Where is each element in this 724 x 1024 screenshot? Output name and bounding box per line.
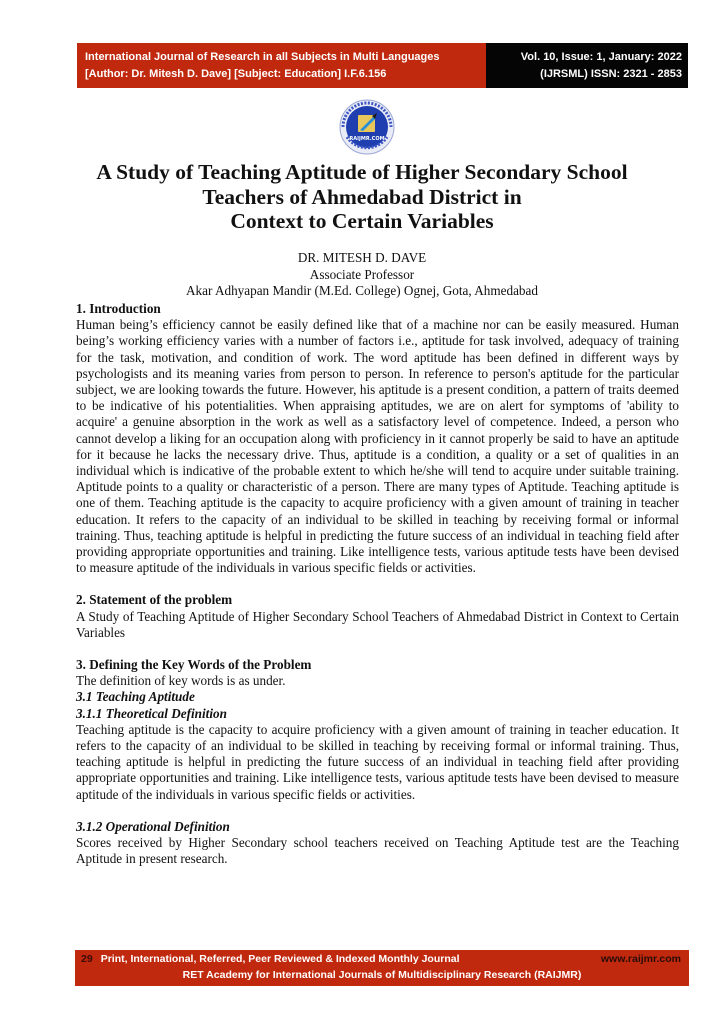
section-heading-introduction: 1. Introduction (76, 301, 161, 316)
author-block (60, 250, 664, 300)
section-heading-key-words: 3. Defining the Key Words of the Problem (76, 657, 312, 673)
subsection-heading-operational-definition: 3.1.2 Operational Definition (76, 818, 230, 834)
journal-header-right (486, 43, 688, 88)
volume-issue: Vol. 10, Issue: 1, January: 2022 (520, 51, 682, 63)
title-line: A Study of Teaching Aptitude of Higher Secondary School (96, 160, 628, 184)
subsection-heading-theoretical-definition: 3.1.1 Theoretical Definition (76, 705, 227, 721)
subsection-heading-teaching-aptitude: 3.1 Teaching Aptitude (76, 689, 195, 705)
journal-name: International Journal of Research in all Subjects in Multi Languages (85, 51, 440, 63)
journal-header-left (77, 43, 486, 88)
journal-header (77, 43, 688, 88)
author-name: DR. MITESH D. DAVE (297, 250, 427, 265)
paper-body (76, 301, 679, 868)
publisher-name: RET Academy for International Journals of Multidisciplinary Research (RAIJMR) (182, 969, 582, 981)
author-subject-line: [Author: Dr. Mitesh D. Dave] [Subject: Education] I.F.6.156 (85, 68, 387, 80)
introduction-paragraph: Human being’s efficiency cannot be easily defined like that of a machine nor can be easily measured. Human being’s working efficiency varies with a number of factors i.e., aptitude for task involved, adequacy of training for the task, motivation, and condition of work. The word aptitude has been defined in different ways by psychologists and its meaning varies from person to person. In reference to person's aptitude for the particular subject, we are looking towards the future. However, his aptitude is a present condition, a pattern of traits deemed to be indicative of his potentialities. When appraising aptitudes, we are on alert for symptoms of 'ability to acquire' a genuine absorption in the work as well as a satisfactory level of competence. Indeed, a person who cannot develop a liking for an occupation along with proficiency in it cannot properly be said to have an aptitude for it because he lacks the necessary drive. Thus, aptitude is a condition, a quality or a set of qualities in an individual which is indicative of the probable extent to which he/she will tend to acquire under suitable training. Aptitude points to a quality or characteristic of a person. There are many types of Aptitude. Teaching aptitude is one of them. Teaching aptitude is the capacity to acquire proficiency with a given amount of training in teacher education. It refers to the capacity of an individual to be skilled in teaching by receiving formal or informal training. Thus, teaching aptitude is helpful in predicting the future success of an individual in teaching field after providing appropriate opportunities and training. Like intelligence tests, various aptitude tests have been devised to measure aptitude of the individuals in various specific fields or activities. (76, 317, 679, 576)
operational-definition-paragraph: Scores received by Higher Secondary school teachers received on Teaching Aptitude test are the Teaching Aptitude in present research. (76, 835, 679, 867)
section-heading-statement: 2. Statement of the problem (76, 592, 233, 608)
raijmr-seal-logo-icon (339, 99, 395, 155)
title-line: Context to Certain Variables (230, 209, 494, 233)
author-affiliation: Akar Adhyapan Mandir (M.Ed. College) Ognej, Gota, Ahmedabad (186, 283, 538, 298)
statement-paragraph: A Study of Teaching Aptitude of Higher Secondary School Teachers of Ahmedabad District in Context to Certain Variables (76, 608, 679, 640)
paper-title (60, 160, 664, 234)
author-designation: Associate Professor (309, 266, 415, 282)
theoretical-definition-paragraph: Teaching aptitude is the capacity to acquire proficiency with a given amount of training in teacher education. It refers to the capacity of an individual to be skilled in teaching by receiving formal or informal training. Thus, teaching aptitude is helpful in predicting the future success of an individual in teaching field after providing appropriate opportunities and training. Like intelligence tests, various aptitude tests have been devised to measure aptitude of the individuals in various specific fields or activities. (76, 721, 679, 802)
journal-footer (75, 950, 689, 986)
title-line: Teachers of Ahmedabad District in (202, 184, 522, 209)
logo-text: RAIJMR.COM (349, 136, 385, 142)
website-link[interactable]: www.raijmr.com (600, 953, 681, 965)
key-words-intro: The definition of key words is as under. (76, 673, 286, 689)
page-number: 29 (81, 953, 93, 965)
journal-type: Print, International, Referred, Peer Reviewed & Indexed Monthly Journal (100, 953, 460, 965)
issn: (IJRSML) ISSN: 2321 - 2853 (540, 68, 682, 80)
